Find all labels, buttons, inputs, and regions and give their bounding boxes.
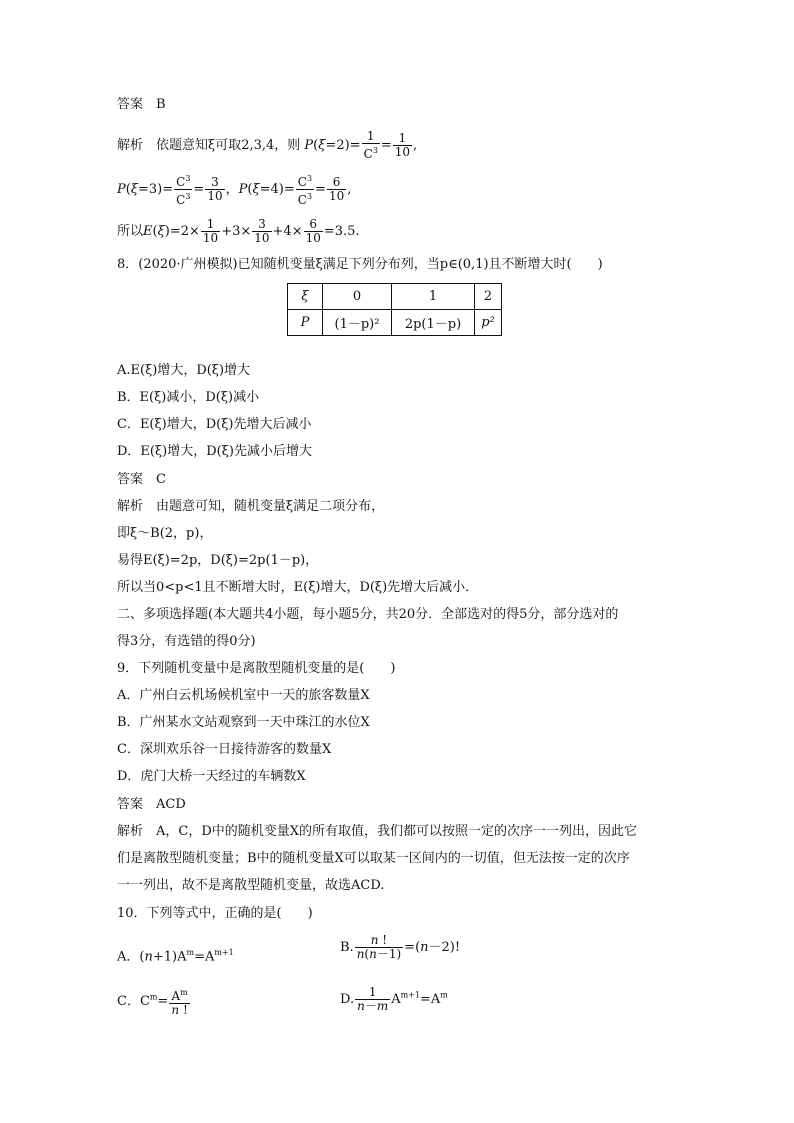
q8-explanation-line3: 易得E(ξ)=2p，D(ξ)=2p(1－p)， xyxy=(117,553,319,568)
explanation-label: 解析 xyxy=(117,138,144,153)
table-cell: 1 xyxy=(392,284,475,310)
table-cell: 0 xyxy=(323,284,392,310)
section-heading-line1: 二、多项选择题(本大题共4小题，每小题5分，共20分．全部选对的得5分，部分选对的 xyxy=(117,607,619,622)
q10-stem: 10．下列等式中，正确的是( ) xyxy=(117,906,313,921)
q9-option-a: A．广州白云机场候机室中一天的旅客数量X xyxy=(117,688,370,703)
q10-option-c: C．$C^m=$ $\frac{A^m}{n !}$ xyxy=(117,988,188,1017)
q8-option-c: C．E(ξ)增大，D(ξ)先增大后减小 xyxy=(117,417,312,432)
q10-option-b: B. $\frac{n !}{n(n-1)}$ =(n－2)! xyxy=(340,933,461,961)
table-cell: 2 xyxy=(475,284,502,310)
section-heading-line2: 得3分，有选错的得0分) xyxy=(117,634,256,649)
table-cell: (1－p)² xyxy=(323,310,392,336)
q10-option-a: A．$(n+1)A^m=A^{m+1}$ xyxy=(117,948,234,965)
q8-explanation-line4: 所以当0<p<1且不断增大时，E(ξ)增大，D(ξ)先增大后减小． xyxy=(117,580,479,595)
q9-explanation-line1: 解析 A，C，D中的随机变量X的所有取值，我们都可以按照一定的次序一一列出，因此它 xyxy=(117,824,638,839)
q8-option-d: D．E(ξ)增大，D(ξ)先减小后增大 xyxy=(117,444,312,459)
table-cell: ξ xyxy=(288,284,323,310)
q8-option-b: B．E(ξ)减小，D(ξ)减小 xyxy=(117,390,260,405)
explanation-text: 依题意知ξ可取2,3,4，则 xyxy=(156,138,301,153)
distribution-table xyxy=(287,283,502,336)
q9-answer: 答案 ACD xyxy=(117,797,186,812)
q7-explanation-line2: P(ξ=3)= $\frac{C^3}{C^3}$ = $\frac{3}{10}$ ，P(ξ=4)= $\frac{C^3}{C^3}$ = $\frac{6}{10}$ , xyxy=(117,174,352,207)
q9-option-b: B．广州某水文站观察到一天中珠江的水位X xyxy=(117,715,370,730)
q10-option-d: D. $\frac{1}{n-m}$ $A^{m+1}=A^m$ xyxy=(340,985,448,1013)
q7-explanation-line3: 所以E(ξ)=2× $\frac{1}{10}$ +3× $\frac{3}{10}$ +4× $\frac{6}{10}$ =3.5. xyxy=(117,217,360,245)
q9-explanation-line3: 一一列出，故不是离散型随机变量，故选ACD. xyxy=(117,878,385,893)
table-row xyxy=(288,310,502,336)
q8-stem: 8．(2020·广州模拟)已知随机变量ξ满足下列分布列，当p∈(0,1)且不断增大时( ) xyxy=(117,257,603,272)
q8-option-a: A.E(ξ)增大，D(ξ)增大 xyxy=(117,363,251,378)
q8-explanation-line1: 解析 由题意可知，随机变量ξ满足二项分布， xyxy=(117,499,385,514)
q9-option-c: C．深圳欢乐谷一日接待游客的数量X xyxy=(117,742,332,757)
q9-explanation-line2: 们是离散型随机变量；B中的随机变量X可以取某一区间内的一切值，但无法按一定的次序 xyxy=(117,851,630,866)
q7-answer: 答案 B xyxy=(117,97,166,112)
q8-answer: 答案 C xyxy=(117,472,166,487)
table-cell: p² xyxy=(475,310,502,336)
table-cell: 2p(1－p) xyxy=(392,310,475,336)
q7-explanation-line1: 解析 依题意知ξ可取2,3,4，则 P(ξ=2)= $\frac{1}{C^3}$ = $\frac{1}{10}$ , xyxy=(117,129,418,161)
table-row xyxy=(288,284,502,310)
q9-option-d: D．虎门大桥一天经过的车辆数X xyxy=(117,769,306,784)
q9-stem: 9．下列随机变量中是离散型随机变量的是( ) xyxy=(117,661,396,676)
table-cell: P xyxy=(288,310,323,336)
q8-explanation-line2: 即ξ～B(2，p)， xyxy=(117,526,213,541)
